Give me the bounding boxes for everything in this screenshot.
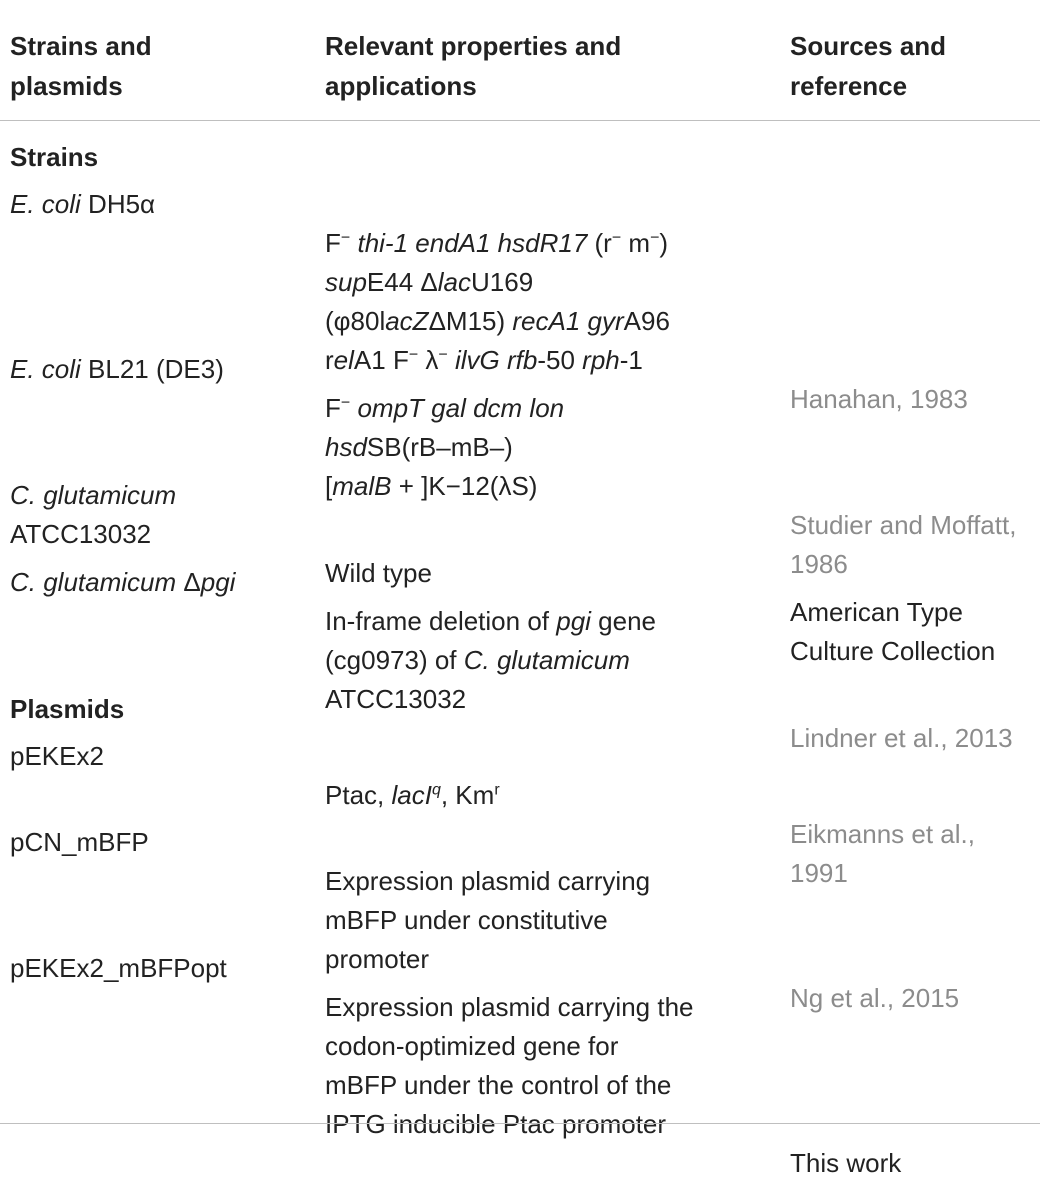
- header-strains-plasmids: Strains and plasmids: [10, 31, 152, 101]
- strain-name: E. coli DH5α: [10, 189, 156, 219]
- plasmid-name: pCN_mBFP: [10, 827, 149, 857]
- bottom-rule: [0, 1123, 1040, 1124]
- plasmid-reference: Ng et al., 2015: [790, 983, 960, 1013]
- plasmid-reference: Eikmanns et al., 1991: [790, 819, 975, 888]
- table-row: [0, 949, 1040, 1183]
- table-header: [0, 26, 1040, 106]
- plasmid-name: pEKEx2: [10, 741, 104, 771]
- strain-reference: Lindner et al., 2013: [790, 723, 1013, 753]
- strain-name: C. glutamicum Δpgi: [10, 567, 236, 597]
- strain-reference: Studier and Moffatt, 1986: [790, 510, 1017, 579]
- plasmid-reference: This work: [790, 1148, 902, 1178]
- plasmid-properties: Expression plasmid carrying the codon-optimized gene for mBFP under the control of the IPTG inducible Ptac promoter: [325, 992, 694, 1139]
- strain-properties: In-frame deletion of pgi gene (cg0973) of C. glutamicum ATCC13032: [325, 606, 657, 714]
- plasmid-name: pEKEx2_mBFPopt: [10, 953, 227, 983]
- plasmid-properties: Ptac, lacI$^q$, Km$^r$: [325, 780, 500, 810]
- strain-name: E. coli BL21 (DE3): [10, 354, 224, 384]
- strain-properties: Wild type: [325, 558, 432, 588]
- strain-reference: Hanahan, 1983: [790, 384, 968, 414]
- strain-properties: F− thi-1 endA1 hsdR17 (r− m−) supE44 ΔlacU169 (φ80lacZΔM15) recA1 gyrA96 relA1 F− λ− ilvG rfb-50 rph-1: [325, 228, 670, 375]
- header-properties: Relevant properties and applications: [325, 31, 622, 101]
- strain-name: C. glutamicum ATCC13032: [10, 480, 177, 549]
- plasmid-properties: Expression plasmid carrying mBFP under constitutive promoter: [325, 866, 651, 974]
- header-sources: Sources and reference: [790, 31, 947, 101]
- section-plasmids: Plasmids: [10, 694, 125, 724]
- strain-properties: F− ompT gal dcm lon hsdSB(rB–mB–) [malB + ]K−12(λS): [325, 393, 565, 501]
- header-rule: [0, 120, 1040, 121]
- strain-reference: American Type Culture Collection: [790, 597, 996, 666]
- section-strains: Strains: [10, 142, 99, 172]
